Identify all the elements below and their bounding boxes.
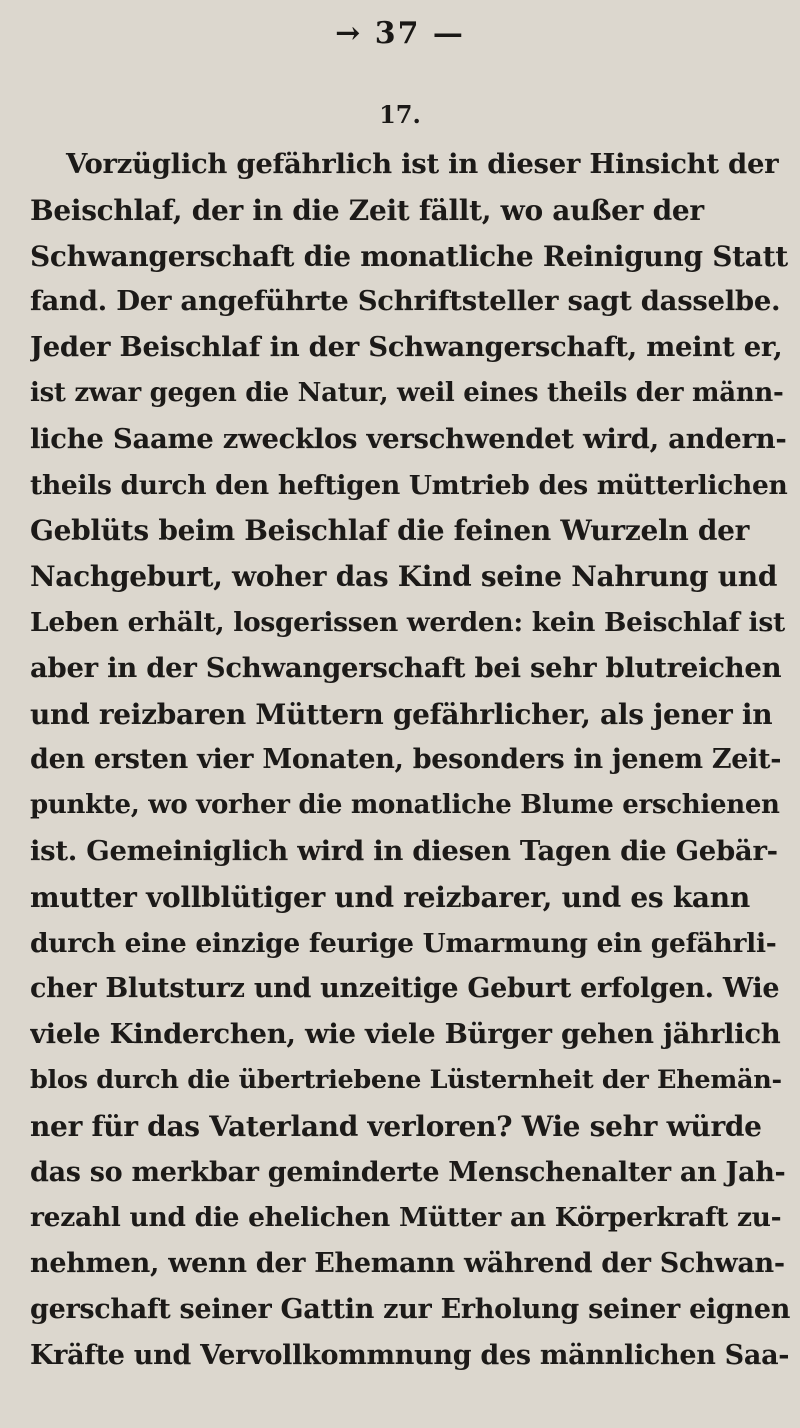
text-line: theils durch den heftigen Umtrieb des mütterlichen [30, 469, 788, 501]
text-line: Vorzüglich gefährlich ist in dieser Hinsicht der [66, 148, 779, 180]
text-line: liche Saame zwecklos verschwendet wird, andern- [30, 422, 787, 455]
text-line: Jeder Beischlaf in der Schwangerschaft, meint er, [30, 331, 783, 364]
text-line: punkte, wo vorher die monatliche Blume erschienen [30, 790, 780, 821]
text-line: blos durch die übertriebene Lüsternheit der Ehemän- [30, 1064, 782, 1095]
text-line: cher Blutsturz und unzeitige Geburt erfolgen. Wie [30, 973, 780, 1005]
text-line: rezahl und die ehelichen Mütter an Körperkraft zu- [30, 1202, 782, 1234]
text-line: Kräfte und Vervollkommnung des männlichen Saa- [30, 1339, 790, 1371]
running-head: → 37 — [335, 16, 465, 51]
text-line: Beischlaf, der in die Zeit fällt, wo außer der [30, 193, 704, 227]
text-line: ner für das Vaterland verloren? Wie sehr würde [30, 1109, 762, 1143]
text-line: und reizbaren Müttern gefährlicher, als jener in [30, 697, 773, 731]
text-line: das so merkbar geminderte Menschenalter an Jah- [30, 1156, 786, 1188]
text-line: Geblüts beim Beischlaf die feinen Wurzeln der [30, 514, 750, 548]
text-line: mutter vollblütiger und reizbarer, und es kann [30, 880, 750, 914]
text-line: aber in der Schwangerschaft bei sehr blutreichen [30, 651, 782, 684]
section-number: 17. [379, 100, 421, 129]
body-text [30, 142, 790, 1379]
text-line: Schwangerschaft die monatliche Reinigung Statt [30, 239, 788, 273]
text-line: viele Kinderchen, wie viele Bürger gehen jährlich [30, 1018, 781, 1051]
text-line: gerschaft seiner Gattin zur Erholung seiner eignen [30, 1293, 790, 1325]
text-line: Nachgeburt, woher das Kind seine Nahrung und [30, 560, 778, 594]
text-line: ist. Gemeiniglich wird in diesen Tagen die Gebär- [30, 834, 778, 867]
text-line: den ersten vier Monaten, besonders in jenem Zeit- [30, 744, 782, 776]
text-line: Leben erhält, losgerissen werden: kein Beischlaf ist [30, 606, 785, 638]
text-line: ist zwar gegen die Natur, weil eines theils der männ- [30, 377, 784, 408]
text-line: durch eine einzige feurige Umarmung ein gefährli- [30, 927, 777, 959]
text-line: fand. Der angeführte Schriftsteller sagt dasselbe. [30, 285, 781, 318]
text-line: nehmen, wenn der Ehemann während der Schwan- [30, 1248, 785, 1280]
